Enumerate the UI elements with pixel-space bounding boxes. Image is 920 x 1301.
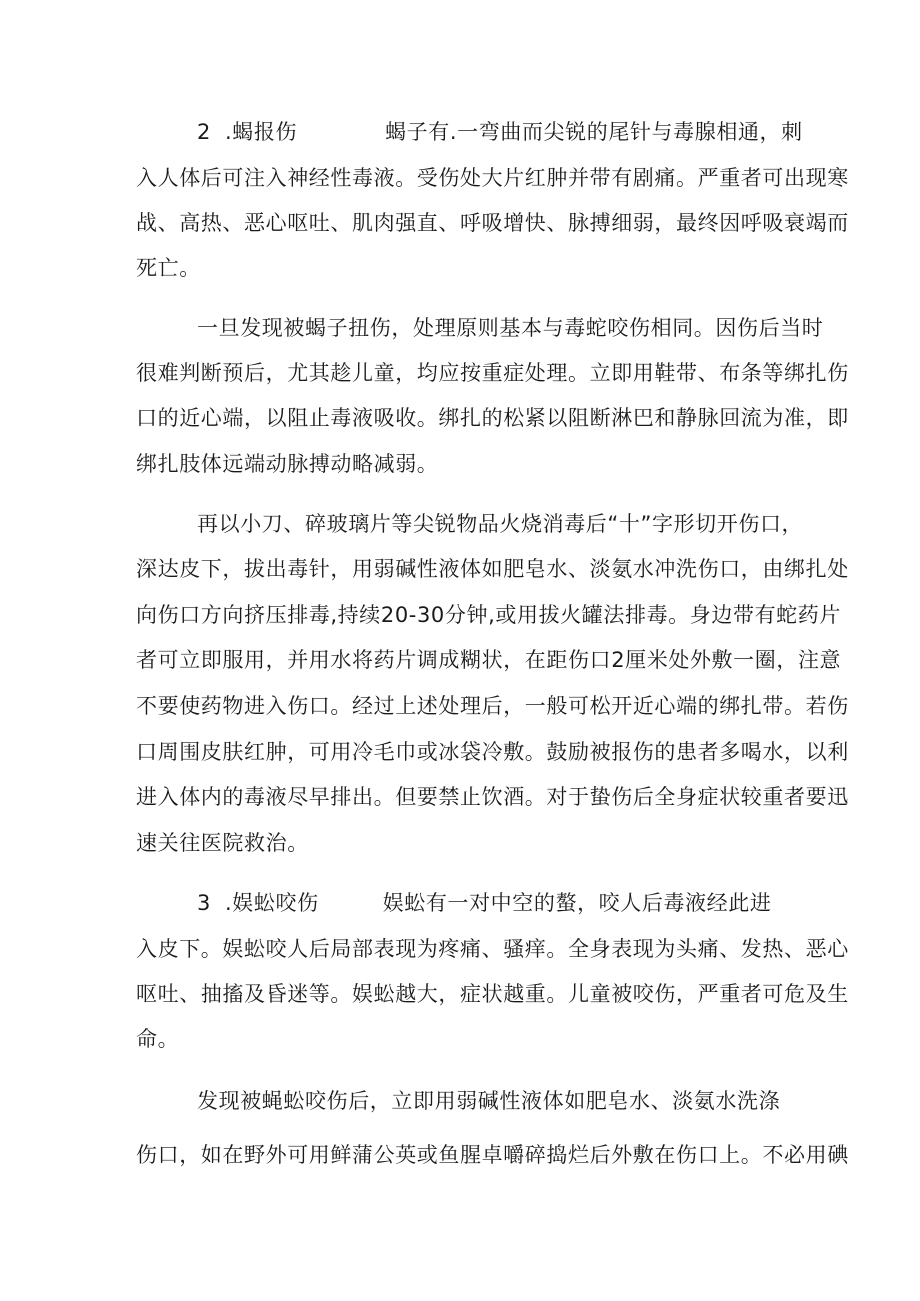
section-number: 2 [197,120,211,144]
paragraph-line: 伤口，如在野外可用鲜蒲公英或鱼腥卓嚼碎捣烂后外敷在伤口上。不必用碘 [136,1143,849,1167]
section-title: .蝎报伤 [225,120,298,144]
section-number: 3 [197,891,211,915]
section-lead-text: 娱蚣有一对中空的螯，咬人后毒液经此进 [382,891,772,915]
paragraph-line: 很难判断预后，尤其趁儿童，均应按重症处理。立即用鞋带、布条等绑扎伤 [136,361,849,385]
paragraph-line: 口周围皮肤红肿，可用冷毛巾或冰袋冷敷。鼓励被报伤的患者多喝水，以利 [136,740,849,764]
paragraph-line: 者可立即服用，并用水将药片调成糊状，在距伤口2厘米处外敷一圈，注意 [136,648,842,672]
section-title: .娱蚣咬伤 [225,891,319,915]
paragraph-line: 向伤口方向挤压排毒,持续20-30分钟,或用拔火罐法排毒。身边带有蛇药片 [136,603,841,627]
paragraph-line: 进入体内的毒液尽早排出。但要禁止饮酒。对于蛰伤后全身症状较重者要迅 [136,785,849,809]
paragraph-line: 速关往医院救治。 [136,831,309,855]
paragraph-line: 一旦发现被蝎子扭伤，处理原则基本与毒蛇咬伤相同。因伤后当时 [197,316,824,340]
section-3-heading [197,888,772,918]
paragraph-line: 入皮下。娱蚣咬人后局部表现为疼痛、骚痒。全身表现为头痛、发热、恶心 [136,937,849,961]
paragraph-line: 入人体后可注入神经性毒液。受伤处大片红肿并带有剧痛。严重者可出现寒 [136,166,849,190]
paragraph-line: 绑扎肢体远端动脉搏动略减弱。 [136,452,439,476]
paragraph-line: 再以小刀、碎玻璃片等尖锐物品火烧消毒后“十”字形切开伤口， [197,512,804,536]
section-lead-text: 蝎子有.一弯曲而尖锐的尾针与毒腺相通，刺 [385,120,803,144]
paragraph-line: 口的近心端，以阻止毒液吸收。绑扎的松紧以阻断淋巴和静脉回流为准，即 [136,406,849,430]
paragraph-line: 发现被蝇蚣咬伤后，立即用弱碱性液体如肥皂水、淡氨水洗涤 [197,1089,781,1113]
paragraph-line: 呕吐、抽搐及昏迷等。娱蚣越大，症状越重。儿童被咬伤，严重者可危及生 [136,982,849,1006]
section-2-heading [197,117,803,147]
paragraph-line: 命。 [136,1027,180,1051]
paragraph-line: 不要使药物进入伤口。经过上述处理后，一般可松开近心端的绑扎带。若伤 [136,694,849,718]
paragraph-line: 战、高热、恶心呕吐、肌肉强直、呼吸增快、脉搏细弱，最终因呼吸衰竭而 [136,211,849,235]
paragraph-line: 死亡。 [136,256,201,280]
paragraph-line: 深达皮下，拔出毒针，用弱碱性液体如肥皂水、淡氨水冲洗伤口，由绑扎处 [136,557,849,581]
